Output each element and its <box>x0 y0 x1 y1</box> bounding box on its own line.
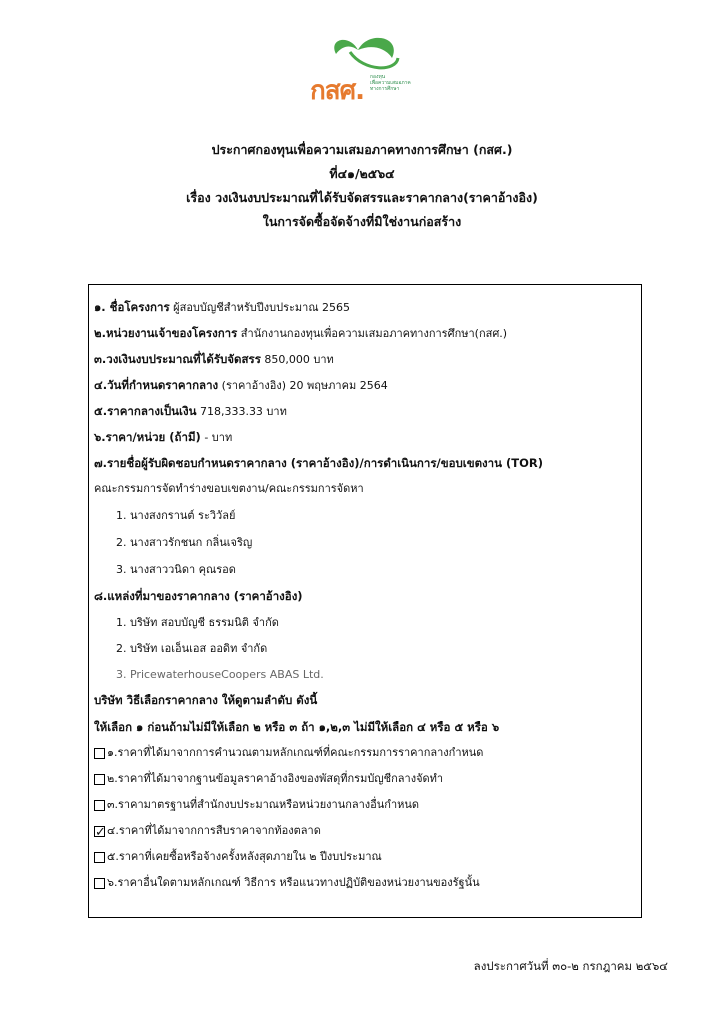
item-label: ๔.วันที่กำหนดราคากลาง <box>94 378 219 392</box>
announcement-header <box>0 138 724 234</box>
method-option-5[interactable] <box>94 845 636 869</box>
item-value: สำนักงานกองทุนเพื่อความเสมอภาคทางการศึกษา(กสศ.) <box>240 327 508 340</box>
checkbox-option-3[interactable] <box>94 800 105 811</box>
header-scope: ในการจัดซื้อจัดจ้างที่มิใช่งานก่อสร้าง <box>262 214 462 229</box>
method-rule-text: ให้เลือก ๑ ก่อนถ้ามไม่มีให้เลือก ๒ หรือ ๓ ถ้า ๑,๒,๓ ไม่มีให้เลือก ๔ หรือ ๕ หรือ ๖ <box>94 720 500 734</box>
option-label: ๔.ราคาที่ได้มาจากการสืบราคาจากท้องตลาด <box>107 824 321 837</box>
logo-sub-line: กองทุน <box>370 74 386 80</box>
checkbox-option-5[interactable] <box>94 852 105 863</box>
announcement-date: ลงประกาศวันที่ ๓๐-๒ กรกฎาคม ๒๕๖๔ <box>473 959 668 973</box>
checkbox-option-4[interactable] <box>94 826 105 837</box>
price-source: 3. PricewaterhouseCoopers ABAS Ltd. <box>116 668 324 681</box>
logo-leaf-right <box>358 38 394 58</box>
item-price-sources-heading <box>94 584 636 608</box>
item-label: ๓.วงเงินงบประมาณที่ได้รับจัดสรร <box>94 352 261 366</box>
checkbox-option-2[interactable] <box>94 774 105 785</box>
item-label: ๒.หน่วยงานเจ้าของโครงการ <box>94 326 238 340</box>
header-number: ที่๔๑/๒๕๖๔ <box>329 166 395 181</box>
item-reference-date <box>94 373 636 397</box>
option-label: ๑.ราคาที่ได้มาจากการคำนวณตามหลักเกณฑ์ที่คณะกรรมการราคากลางกำหนด <box>107 746 484 759</box>
committee-member: 1. นางสงกรานต์ ระวิวัลย์ <box>116 509 236 522</box>
option-label: ๒.ราคาที่ได้มาจากฐานข้อมูลราคาอ้างอิงของพัสดุที่กรมบัญชีกลางจัดทำ <box>107 772 444 785</box>
checkbox-option-1[interactable] <box>94 748 105 759</box>
item-project-name <box>94 295 636 319</box>
option-label: ๖.ราคาอื่นใดตามหลักเกณฑ์ วิธีการ หรือแนวทางปฏิบัติของหน่วยงานของรัฐนั้น <box>107 876 480 889</box>
logo-sub-line: ทางการศึกษา <box>370 86 400 92</box>
method-option-3[interactable] <box>94 793 636 817</box>
item-median-price <box>94 399 636 423</box>
price-source: 1. บริษัท สอบบัญชี ธรรมนิติ จำกัด <box>116 616 279 629</box>
price-source: 2. บริษัท เอเอ็นเอส ออดิท จำกัด <box>116 642 268 655</box>
item-unit-price <box>94 425 636 449</box>
item-budget <box>94 347 636 371</box>
committee-member: 3. นางสาววนิดา คุณรอด <box>116 563 236 576</box>
logo-abbrev: กสศ. <box>310 76 364 106</box>
method-rule <box>94 715 636 739</box>
committee-member: 2. นางสาวรักชนก กลิ่นเจริญ <box>116 536 253 549</box>
item-label: ๑. ชื่อโครงการ <box>94 300 170 314</box>
logo-subtitle <box>370 74 411 92</box>
item-value: 850,000 บาท <box>264 353 334 366</box>
option-label: ๓.ราคามาตรฐานที่สำนักงบประมาณหรือหน่วยงานกลางอื่นกำหนด <box>107 798 420 811</box>
method-option-6[interactable] <box>94 871 636 895</box>
header-subject: เรื่อง วงเงินงบประมาณที่ได้รับจัดสรรและราคากลาง(ราคาอ้างอิง) <box>186 190 538 205</box>
header-title: ประกาศกองทุนเพื่อความเสมอภาคทางการศึกษา (กสศ.) <box>211 142 513 157</box>
item-label: ๕.ราคากลางเป็นเงิน <box>94 404 197 418</box>
item-label: ๘.แหล่งที่มาของราคากลาง (ราคาอ้างอิง) <box>94 589 303 603</box>
method-title <box>94 688 636 712</box>
item-value: 718,333.33 บาท <box>199 405 287 418</box>
item-value: (ราคาอ้างอิง) 20 พฤษภาคม 2564 <box>221 379 388 392</box>
method-option-4[interactable] <box>94 819 636 843</box>
method-option-2[interactable] <box>94 767 636 791</box>
logo-sub-line: เพื่อความเสมอภาค <box>370 80 411 86</box>
item-label: ๖.ราคา/หน่วย (ถ้ามี) <box>94 430 201 444</box>
logo-leaf-left <box>334 40 358 54</box>
details-box <box>88 284 642 918</box>
option-label: ๕.ราคาที่เคยซื้อหรือจ้างครั้งหลังสุดภายใน ๒ ปีงบประมาณ <box>107 850 382 863</box>
item-value: - บาท <box>204 431 233 444</box>
committee-line: คณะกรรมการจัดทำร่างขอบเขตงาน/คณะกรรมการจัดหา <box>94 482 364 495</box>
method-title-text: บริษัท วิธีเลือกราคากลาง ให้ดูตามลำดับ ดังนี้ <box>94 693 318 707</box>
item-value: ผู้สอบบัญชีสำหรับปีงบประมาณ 2565 <box>173 301 351 314</box>
item-owner-agency <box>94 321 636 345</box>
checkbox-option-6[interactable] <box>94 878 105 889</box>
item-responsible-heading <box>94 451 636 475</box>
item-label: ๗.รายชื่อผู้รับผิดชอบกำหนดราคากลาง (ราคาอ้างอิง)/การดำเนินการ/ขอบเขตงาน (TOR) <box>94 456 543 470</box>
method-option-1[interactable] <box>94 741 636 765</box>
